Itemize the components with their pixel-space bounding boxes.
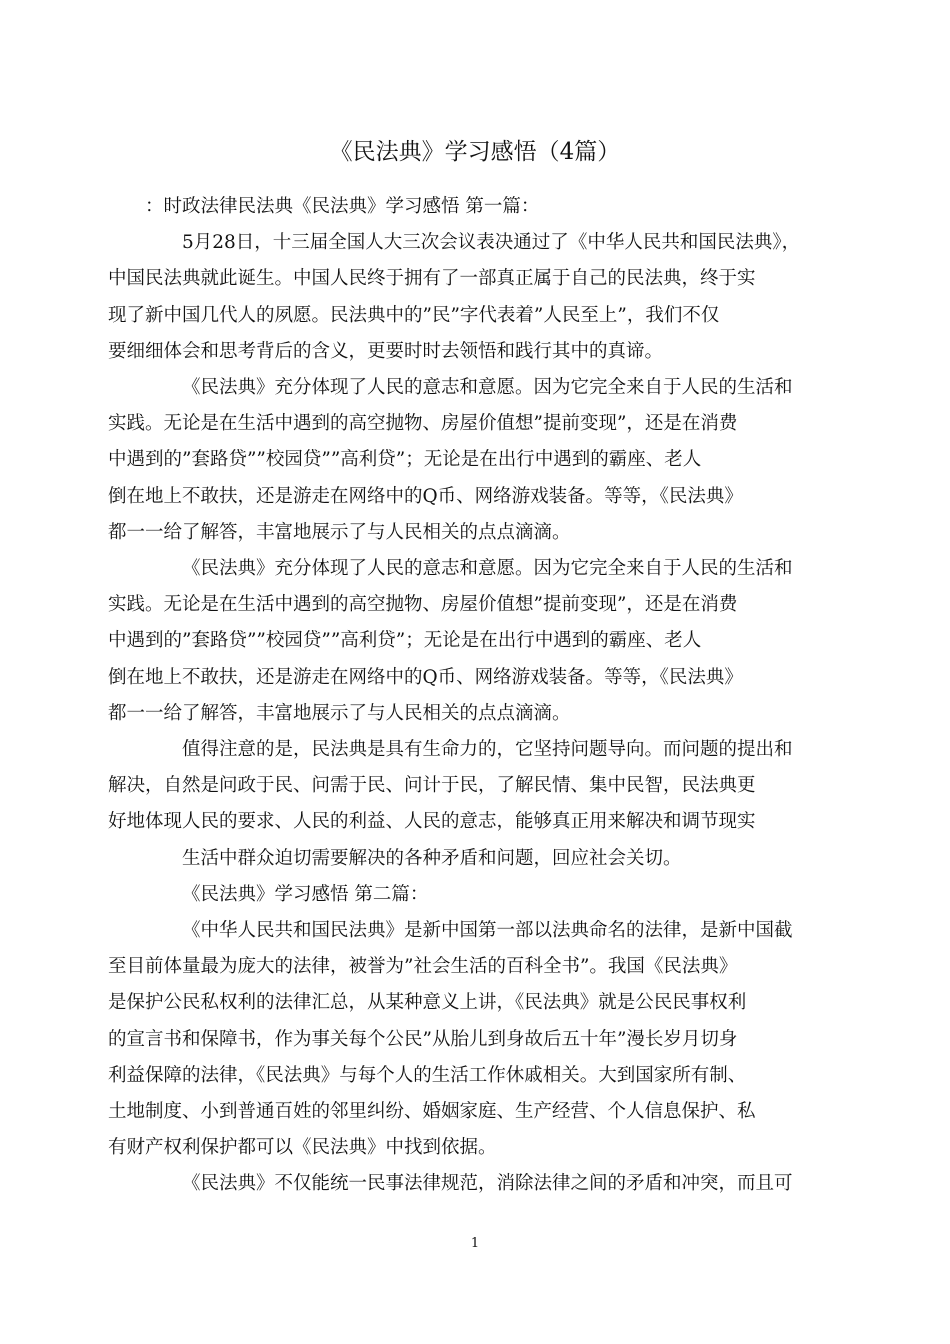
text-line: 至目前体量最为庞大的法律，被誉为”社会生活的百科全书”。我国《民法典》 bbox=[108, 956, 738, 978]
text-line: 解决，自然是问政于民、问需于民、问计于民，了解民情、集中民智，民法典更 bbox=[108, 775, 756, 797]
text-line: 有财产权利保护都可以《民法典》中找到依据。 bbox=[108, 1137, 497, 1159]
text-line: 5月28日，十三届全国人大三次会议表决通过了《中华人民共和国民法典》， bbox=[182, 232, 801, 254]
text-line: 值得注意的是，民法典是具有生命力的，它坚持问题导向。而问题的提出和 bbox=[182, 739, 793, 761]
text-line: 是保护公民私权利的法律汇总，从某种意义上讲，《民法典》就是公民民事权利 bbox=[108, 992, 747, 1014]
section-heading bbox=[145, 877, 809, 913]
text-line: 实践。无论是在生活中遇到的高空抛物、房屋价值想”提前变现”，还是在消费 bbox=[108, 594, 738, 616]
text-line: 倒在地上不敢扶，还是游走在网络中的Q币、网络游戏装备。等等，《民法典》 bbox=[108, 485, 743, 507]
text-line: 好地体现人民的要求、人民的利益、人民的意志，能够真正用来解决和调节现实 bbox=[108, 811, 756, 833]
text-line: 《民法典》学习感悟 第二篇： bbox=[182, 883, 429, 905]
text-line: 现了新中国几代人的夙愿。民法典中的”民”字代表着”人民至上”，我们不仅 bbox=[108, 304, 720, 326]
paragraph-intro bbox=[145, 189, 809, 225]
page-number: 1 bbox=[470, 1236, 480, 1251]
text-line: 都一一给了解答，丰富地展示了与人民相关的点点滴滴。 bbox=[108, 702, 571, 724]
paragraph bbox=[108, 225, 809, 370]
text-line: ：时政法律民法典《民法典》学习感悟 第一篇： bbox=[145, 196, 540, 217]
text-line: 生活中群众迫切需要解决的各种矛盾和问题，回应社会关切。 bbox=[182, 847, 682, 869]
text-line: 中遇到的”套路贷””校园贷””高利贷”；无论是在出行中遇到的霸座、老人 bbox=[108, 630, 702, 652]
paragraph bbox=[108, 370, 809, 551]
text-line: 要细细体会和思考背后的含义，更要时时去领悟和践行其中的真谛。 bbox=[108, 340, 664, 362]
paragraph bbox=[108, 551, 809, 732]
text-line: 《民法典》充分体现了人民的意志和意愿。因为它完全来自于人民的生活和 bbox=[182, 377, 793, 399]
text-line: 中国民法典就此诞生。中国人民终于拥有了一部真正属于自己的民法典，终于实 bbox=[108, 268, 756, 290]
document-body bbox=[108, 189, 809, 1203]
text-line: 利益保障的法律，《民法典》与每个人的生活工作休戚相关。大到国家所有制、 bbox=[108, 1064, 747, 1086]
text-line: 都一一给了解答，丰富地展示了与人民相关的点点滴滴。 bbox=[108, 521, 571, 543]
text-line: 土地制度、小到普通百姓的邻里纠纷、婚姻家庭、生产经营、个人信息保护、私 bbox=[108, 1101, 756, 1123]
text-line: 《民法典》充分体现了人民的意志和意愿。因为它完全来自于人民的生活和 bbox=[182, 558, 793, 580]
text-line: 的宣言书和保障书，作为事关每个公民”从胎儿到身故后五十年”漫长岁月切身 bbox=[108, 1028, 738, 1050]
paragraph bbox=[108, 913, 809, 1166]
text-line: 中遇到的”套路贷””校园贷””高利贷”；无论是在出行中遇到的霸座、老人 bbox=[108, 449, 702, 471]
text-line: 倒在地上不敢扶，还是游走在网络中的Q币、网络游戏装备。等等，《民法典》 bbox=[108, 666, 743, 688]
paragraph bbox=[108, 732, 809, 841]
paragraph bbox=[145, 1166, 809, 1202]
paragraph bbox=[145, 841, 809, 877]
document-title: 《民法典》学习感悟（4篇） bbox=[329, 139, 621, 165]
text-line: 《中华人民共和国民法典》是新中国第一部以法典命名的法律，是新中国截 bbox=[182, 920, 793, 942]
text-line: 《民法典》不仅能统一民事法律规范，消除法律之间的矛盾和冲突，而且可 bbox=[182, 1173, 793, 1195]
text-line: 实践。无论是在生活中遇到的高空抛物、房屋价值想”提前变现”，还是在消费 bbox=[108, 413, 738, 435]
